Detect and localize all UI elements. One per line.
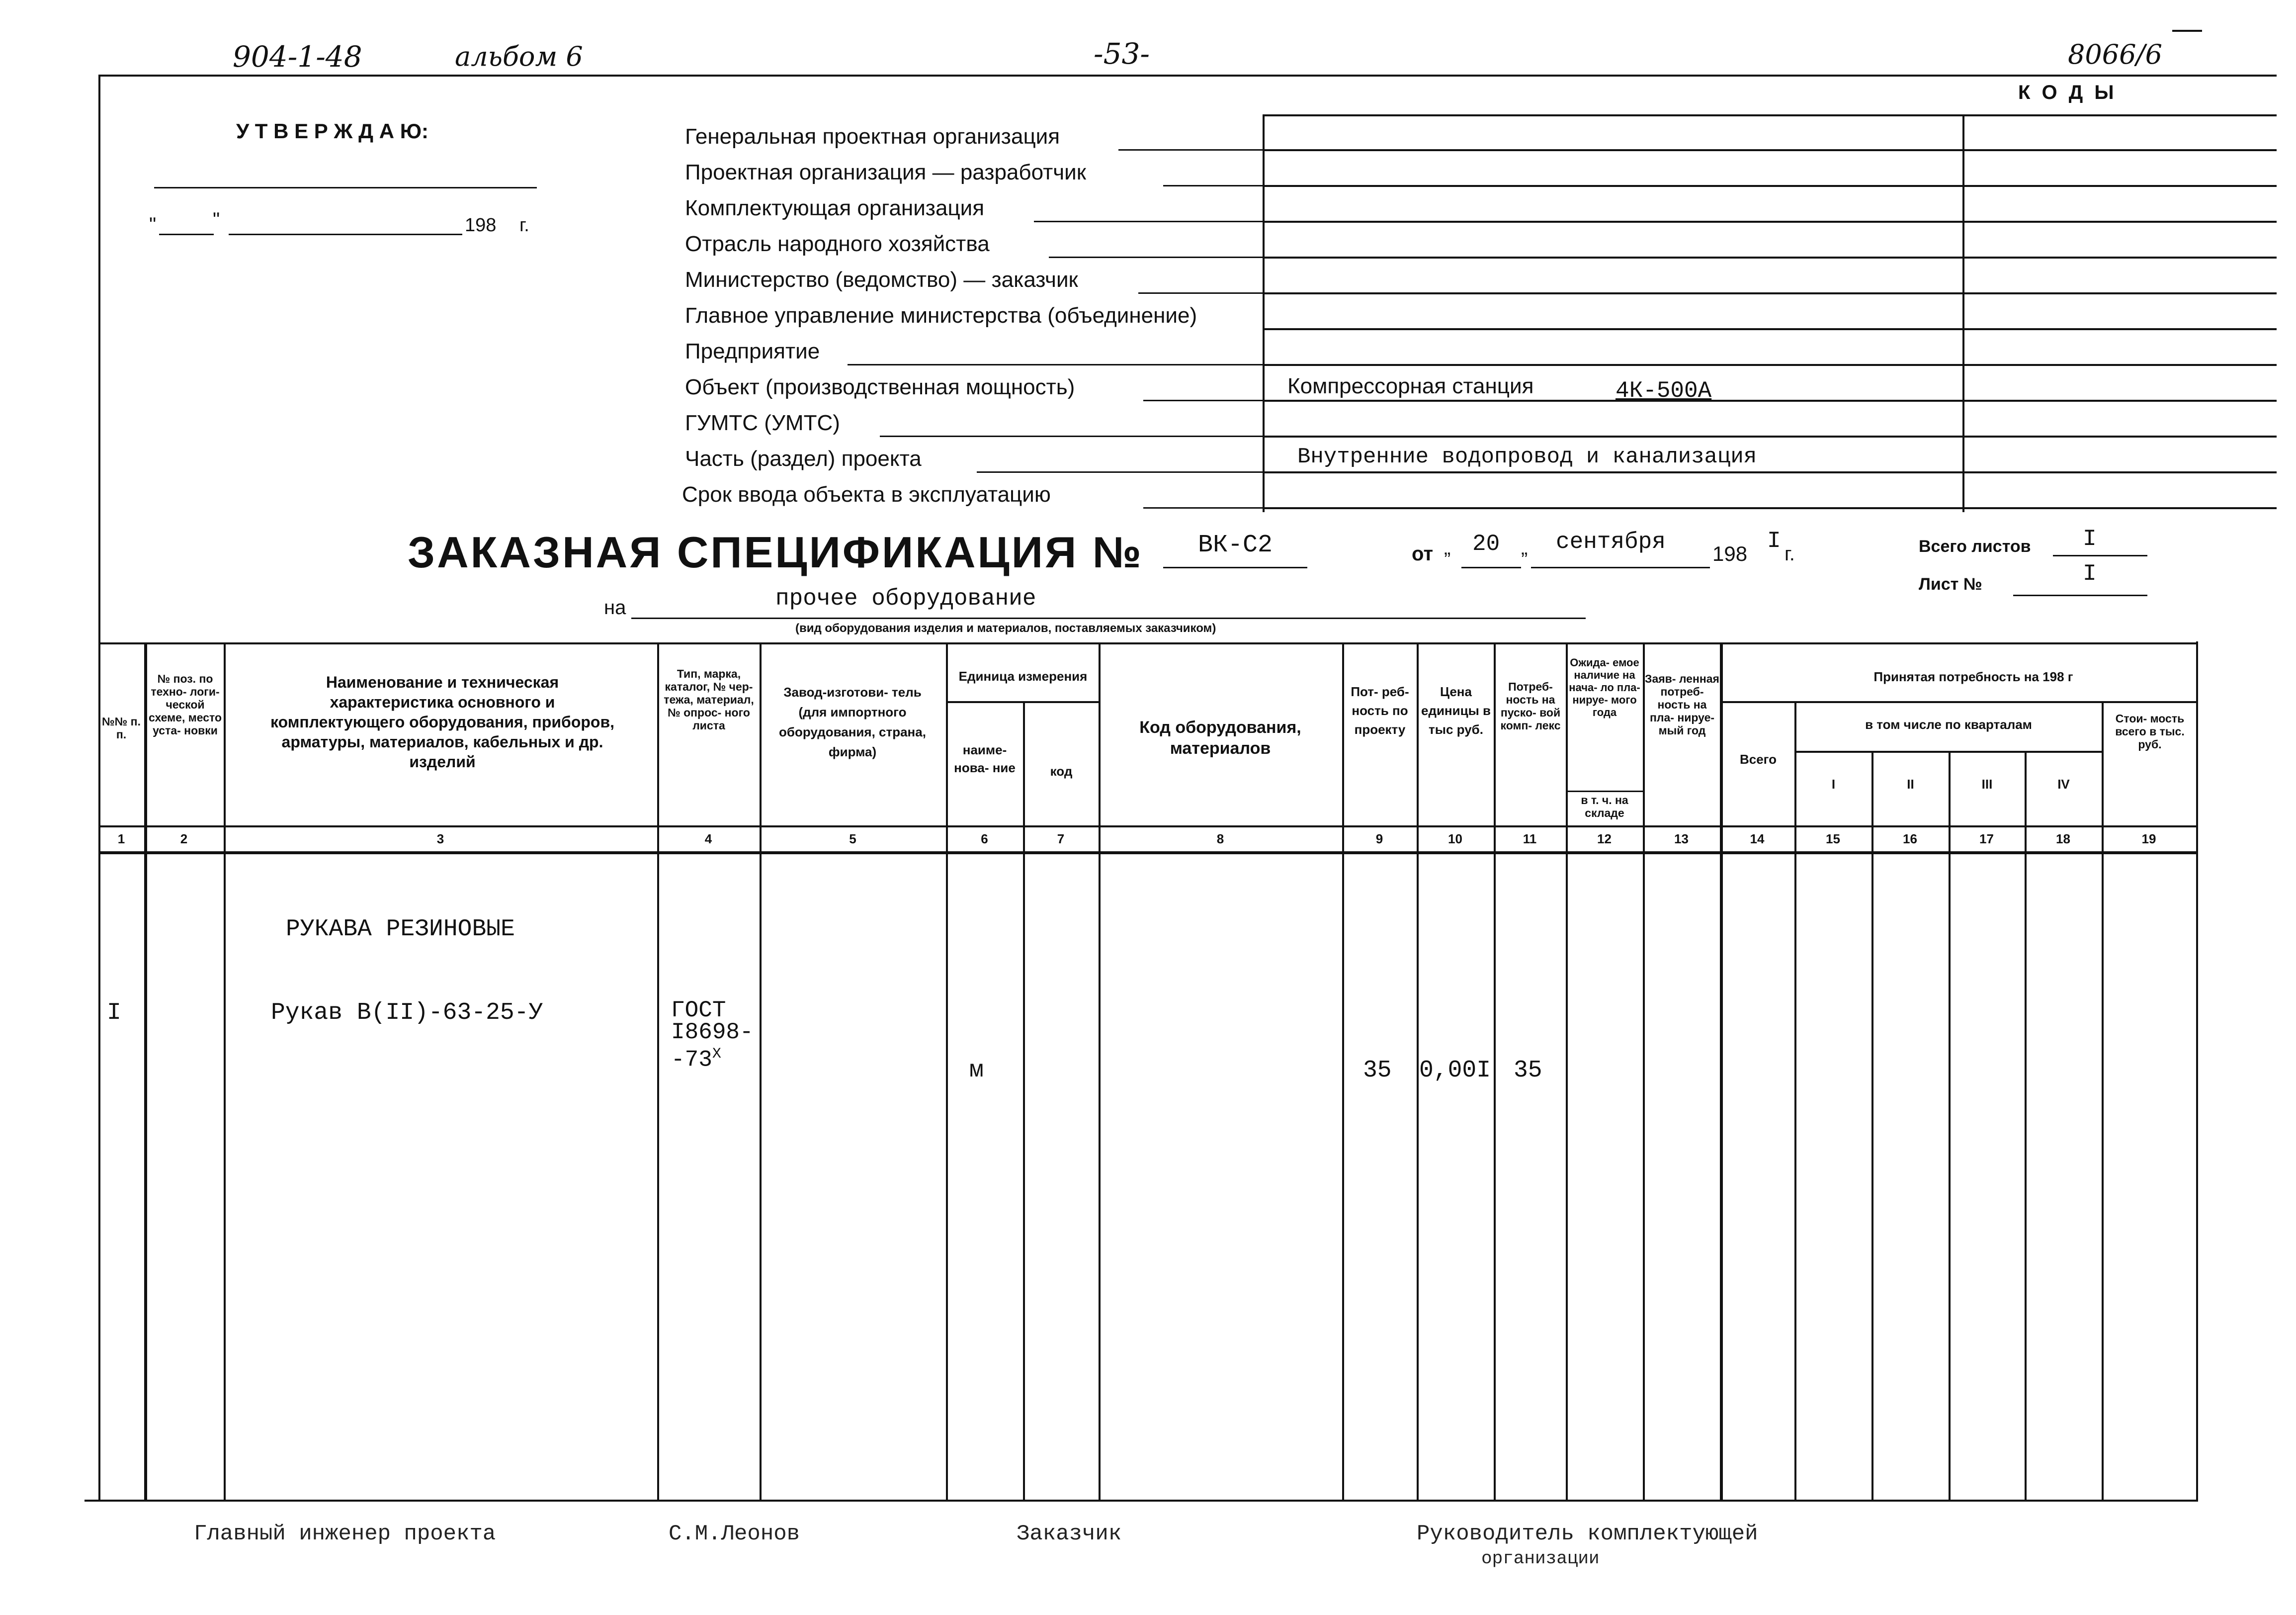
field-label-commission-date: Срок ввода объекта в эксплуатацию	[682, 482, 1051, 507]
corner-mark	[2172, 30, 2202, 32]
field-underline	[1034, 221, 1263, 222]
col-number: 19	[2141, 831, 2156, 846]
field-label-gumts: ГУМТС (УМТС)	[685, 411, 840, 435]
date-quote-close: "	[213, 209, 220, 231]
header-c10: Цена единицы в тыс руб.	[1421, 684, 1491, 737]
sig-head-line1: Руководитель комплектующей	[1417, 1522, 1758, 1546]
spec-title: ЗАКАЗНАЯ СПЕЦИФИКАЦИЯ №	[408, 528, 1143, 577]
item-need: 35	[1363, 1057, 1392, 1084]
sheet-label: Лист №	[1919, 575, 1982, 594]
col-number: 5	[849, 831, 856, 846]
table-top-line	[98, 642, 2198, 644]
col-number: 18	[2056, 831, 2070, 846]
right-frame	[2196, 641, 2198, 1502]
codes-grid-line	[1263, 364, 2277, 366]
on-label: на	[604, 597, 626, 619]
field-label-main-department: Главное управление министерства (объединение)	[685, 303, 1197, 328]
field-underline	[880, 436, 1263, 437]
header-c2: № поз. по техно- логи- ческой схеме, место уста- новки	[148, 672, 222, 737]
header-c19: Стои- мость всего в тыс. руб.	[2115, 712, 2185, 751]
col-divider	[1720, 642, 1723, 1500]
page-number: -53-	[1094, 37, 1150, 71]
approve-year: 198	[465, 215, 497, 236]
field-label-design-org: Проектная организация — разработчик	[685, 160, 1086, 184]
header-accepted: Принятая потребность на 198 г	[1873, 669, 2073, 684]
codes-grid-line	[1263, 114, 2277, 116]
item-price: 0,00I	[1419, 1057, 1491, 1084]
subject-hint: (вид оборудования изделия и материалов, поставляемых заказчиком)	[795, 622, 1216, 635]
row-number: I	[107, 999, 121, 1026]
table-numbers-bottom	[98, 851, 2198, 854]
spec-number: ВК-С2	[1198, 531, 1273, 559]
col-divider	[1566, 642, 1568, 1500]
group-title: РУКАВА РЕЗИНОВЫЕ	[286, 916, 515, 943]
col-number: 12	[1597, 831, 1612, 846]
spec-year: 198	[1712, 542, 1748, 565]
album-label: альбом 6	[455, 41, 583, 72]
header-c14: Всего	[1739, 752, 1777, 767]
codes-grid-line	[1263, 400, 2277, 402]
col-divider	[1949, 751, 1951, 1500]
spec-month-line	[1531, 567, 1710, 568]
item-type-line2: I8698-	[671, 1019, 754, 1045]
total-sheets: I	[2083, 526, 2097, 552]
field-label-project-part: Часть (раздел) проекта	[685, 447, 922, 471]
col-divider	[1417, 642, 1419, 1500]
sig-chief-engineer: Главный инженер проекта	[194, 1522, 496, 1546]
header-c7: код	[1050, 764, 1073, 779]
header-c18: IV	[2057, 777, 2070, 792]
object-value-code: 4К-500А	[1616, 378, 1712, 404]
sheet-line	[2013, 595, 2147, 596]
field-underline	[1049, 257, 1263, 258]
header-c12b: в т. ч. на складе	[1581, 794, 1628, 819]
field-label-ministry: Министерство (ведомство) — заказчик	[685, 268, 1078, 292]
project-part-value: Внутренние водопровод и канализация	[1297, 445, 1757, 469]
col-divider	[224, 642, 226, 1500]
col-number: 16	[1903, 831, 1917, 846]
inventory-number: 8066/6	[2068, 39, 2162, 70]
date-quote-a: „	[1444, 537, 1451, 559]
left-frame	[98, 75, 100, 1502]
col-divider	[1794, 701, 1796, 1500]
col-divider	[144, 642, 147, 1500]
spec-year-digit: I	[1767, 528, 1781, 554]
field-underline	[848, 364, 1263, 365]
header-c11: Потреб- ность на пуско- вой комп- лекс	[1500, 680, 1561, 732]
date-quote-b: „	[1521, 537, 1528, 559]
field-label-object: Объект (производственная мощность)	[685, 375, 1075, 399]
col-divider	[1099, 642, 1101, 1500]
field-underline	[1143, 507, 1263, 509]
codes-grid-line	[1263, 328, 2277, 330]
approve-title: У Т В Е Р Ж Д А Ю:	[236, 119, 429, 143]
total-sheets-line	[2053, 555, 2147, 556]
date-quote-open: "	[149, 214, 157, 236]
col-number: 2	[180, 831, 188, 846]
total-sheets-label: Всего листов	[1919, 537, 2031, 556]
header-c15: I	[1831, 777, 1836, 792]
col-number: 10	[1448, 831, 1462, 846]
header-c8: Код оборудования, материалов	[1139, 718, 1301, 758]
field-underline	[977, 471, 1263, 473]
item-name: Рукав В(II)-63-25-У	[271, 999, 543, 1026]
field-underline	[1143, 400, 1263, 401]
sheet-number: I	[2083, 561, 2097, 587]
spec-number-line	[1163, 567, 1307, 568]
col-number: 7	[1057, 831, 1065, 846]
col-number: 8	[1216, 831, 1224, 846]
approve-year-suffix: г.	[519, 215, 529, 236]
field-label-general-org: Генеральная проектная организация	[685, 124, 1060, 149]
project-code: 904-1-48	[233, 40, 362, 74]
col-number: 3	[436, 831, 444, 846]
col-number: 13	[1674, 831, 1689, 846]
header-unit: Единица измерения	[958, 669, 1088, 684]
subject-line	[631, 618, 1586, 619]
col-number: 6	[981, 831, 988, 846]
item-unit: м	[969, 1057, 984, 1084]
col-number: 4	[704, 831, 712, 846]
col-number: 11	[1523, 831, 1537, 846]
item-type	[671, 999, 754, 1071]
quarters-subheader-line	[1794, 751, 2102, 753]
header-c6: наиме- нова- ние	[954, 742, 1016, 775]
col-number: 9	[1375, 831, 1383, 846]
item-type-sup: X	[712, 1046, 721, 1063]
codes-grid-line	[1962, 114, 1964, 512]
col-divider	[1023, 701, 1025, 1500]
field-underline	[1163, 185, 1263, 186]
codes-grid-line	[1263, 149, 2277, 151]
sig-head-line2: организации	[1481, 1548, 1600, 1569]
accepted-subheader-line	[1720, 701, 2198, 703]
col-number: 14	[1750, 831, 1765, 846]
col-number: 17	[1979, 831, 1994, 846]
table-header-bottom	[98, 825, 2198, 827]
header-c13: Заяв- ленная потреб- ность на пла- нируе- мый год	[1645, 672, 1719, 737]
col-divider	[2025, 751, 2027, 1500]
col-divider	[2102, 701, 2104, 1500]
col-divider	[760, 642, 762, 1500]
header-c4: Тип, марка, каталог, № чер- тежа, материал, № опрос- ного листа	[664, 667, 754, 732]
codes-grid-line	[1263, 507, 2277, 509]
item-startup: 35	[1514, 1057, 1542, 1084]
header-c1: №№ п. п.	[102, 715, 141, 741]
header-c3: Наименование и техническая характеристика основного и комплектующего оборудования, приборов, арматуры, материалов, кабельных и др. изделий	[270, 673, 615, 771]
codes-grid-line	[1263, 221, 2277, 223]
object-value: Компрессорная станция	[1287, 374, 1534, 398]
sig-customer: Заказчик	[1017, 1522, 1122, 1546]
field-underline	[1118, 149, 1263, 151]
header-c9: Пот- реб- ность по проекту	[1351, 684, 1409, 737]
approve-signature-line	[154, 187, 537, 188]
table-bottom-line	[85, 1500, 2198, 1502]
col-divider	[1871, 751, 1873, 1500]
codes-label: К О Д Ы	[2018, 82, 2117, 103]
col-divider	[1494, 642, 1496, 1500]
col-divider	[657, 642, 659, 1500]
unit-subheader-line	[946, 701, 1099, 703]
codes-grid-line	[1263, 185, 2277, 187]
field-label-enterprise: Предприятие	[685, 339, 820, 363]
codes-grid-line	[1263, 436, 2277, 438]
col-divider	[1643, 642, 1645, 1500]
header-c5: Завод-изготови- тель (для импортного оборудования, страна, фирма)	[779, 685, 926, 759]
col-number: 15	[1826, 831, 1840, 846]
codes-grid-line	[1263, 471, 2277, 473]
item-type-year: -73	[671, 1047, 712, 1073]
field-label-complete-org: Комплектующая организация	[685, 196, 985, 220]
spec-year-suffix: г.	[1785, 543, 1795, 565]
header-quarters: в том числе по кварталам	[1865, 717, 2032, 732]
top-rule	[99, 75, 2277, 77]
spec-day-line	[1461, 567, 1521, 568]
spec-day: 20	[1472, 531, 1500, 557]
codes-grid-line	[1263, 114, 1265, 512]
date-day-line	[159, 234, 214, 235]
from-label: от	[1412, 543, 1434, 565]
col-divider	[1342, 642, 1344, 1500]
header-c17: III	[1981, 777, 1993, 792]
sig-chief-name: С.М.Леонов	[669, 1522, 800, 1546]
stock-subheader-line	[1566, 791, 1643, 792]
codes-grid-line	[1263, 292, 2277, 294]
item-type-line1: ГОСТ	[671, 997, 726, 1023]
spec-month: сентября	[1556, 529, 1666, 555]
field-label-industry: Отрасль народного хозяйства	[685, 232, 990, 256]
header-c12a: Ожида- емое наличие на нача- ло пла- нируе- мого года	[1569, 656, 1640, 718]
date-month-line	[229, 234, 462, 235]
spec-subject: прочее оборудование	[775, 586, 1036, 612]
col-number: 1	[117, 831, 125, 846]
item-type-line3	[671, 1043, 754, 1071]
codes-grid-line	[1263, 257, 2277, 259]
header-c16: II	[1907, 777, 1914, 792]
field-underline	[1138, 292, 1263, 294]
